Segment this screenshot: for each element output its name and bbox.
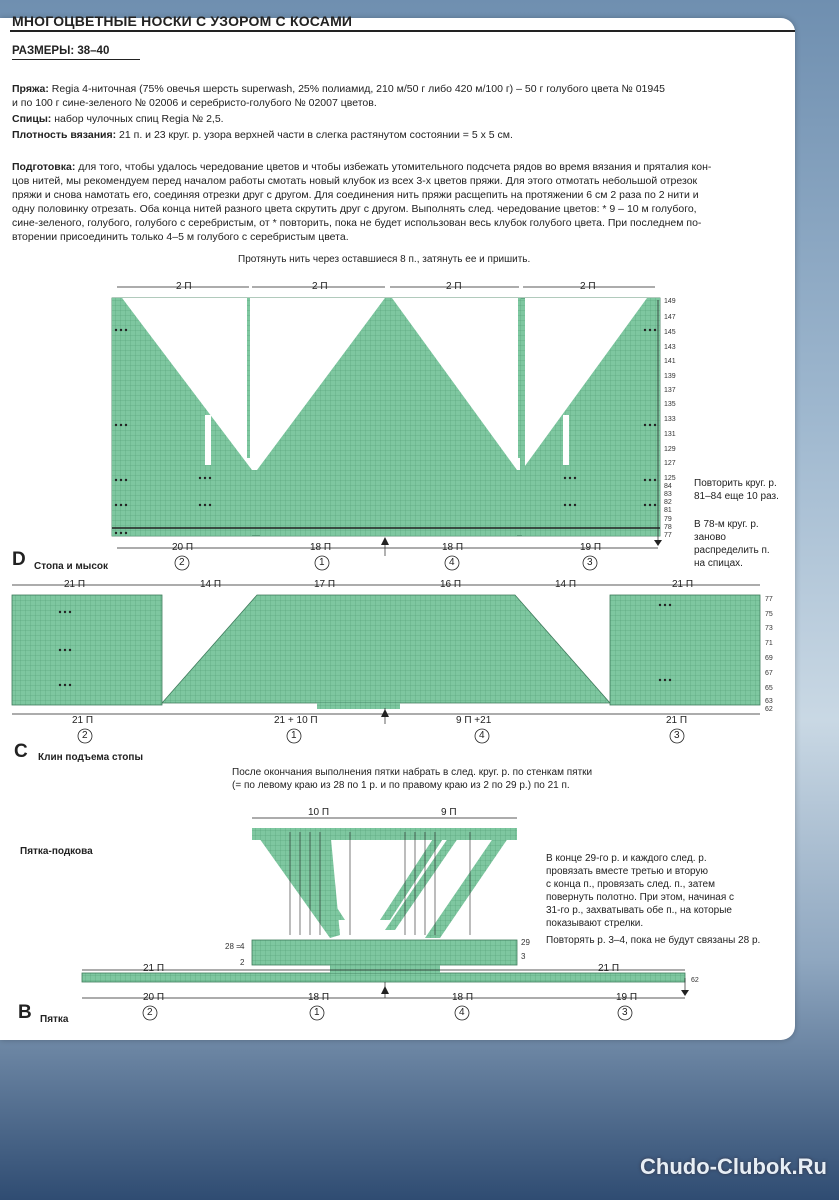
chart-c-row-67: 67 [765, 670, 773, 677]
chart-d-row-79: 79 [664, 516, 672, 523]
chart-c-row-69: 69 [765, 655, 773, 662]
chart-c-bottom-label-1: 21 + 10 П [274, 715, 318, 726]
chart-b-row-62: 62 [691, 977, 699, 984]
chart-d-row-143: 143 [664, 344, 676, 351]
prep-line-2: пряжи и снова намотать его, соединяя отрезки друг с другом. Для соединения нить пряжи расщепить на протяжении 6 см 2 раза по 2 нити и [12, 189, 699, 201]
chart-b-circle-2: 4 [459, 1007, 465, 1018]
chart-d-bottom-label-2: 18 П [442, 542, 464, 553]
chart-b-circle-0: 2 [147, 1007, 153, 1018]
chart-b-side-right-0: 29 [521, 938, 530, 947]
chart-b-intro-1: После окончания выполнения пятки набрать в след. круг. р. по стенкам пятки [232, 767, 593, 778]
chart-b-side-left-2: 2 [240, 958, 245, 967]
chart-b-note-repeat: Повторять р. 3–4, пока не будут связаны 28 р. [546, 935, 761, 946]
chart-d-row-125: 125 [664, 475, 676, 482]
chart-d-bottom-label-0: 20 П [172, 542, 194, 553]
chart-d-note-2: В 78-м круг. р. заново распределить п. на спицах. [694, 519, 770, 569]
chart-d-bottom-label-1: 18 П [310, 542, 332, 553]
watermark: Chudo-Clubok.Ru [640, 1154, 827, 1179]
chart-b-note-0: В конце 29-го р. и каждого след. р. [546, 853, 707, 864]
chart-b-side-right-1: 3 [521, 952, 526, 961]
chart-d-row-81: 81 [664, 507, 672, 514]
chart-b-note-5: показывают стрелки. [546, 918, 644, 929]
chart-d-row-82: 82 [664, 499, 672, 506]
chart-b-intro-2: (= по левому краю из 28 по 1 р. и по правому краю из 2 по 29 р.) по 21 п. [232, 780, 570, 791]
chart-c-label: Клин подъема стопы [38, 752, 143, 763]
chart-b-side-left-1: 4 [240, 942, 245, 951]
chart-c-row-63: 63 [765, 698, 773, 705]
chart-c-row-75: 75 [765, 611, 773, 618]
chart-b-mid-label-1: 21 П [598, 963, 620, 974]
chart-b-label: Пятка [40, 1014, 69, 1025]
chart-d-row-131: 131 [664, 431, 676, 438]
chart-d-label: Стопа и мысок [34, 561, 109, 572]
prep-line-4: сине-зеленого, голубого, голубого с серебристым, от * повторить, пока не будет использован весь клубок голубого цвета. При последнем по- [12, 217, 702, 229]
chart-b-circle-1: 1 [314, 1007, 320, 1018]
chart-c-circle-0: 2 [82, 730, 88, 741]
chart-b-mid-label-0: 21 П [143, 963, 165, 974]
chart-c-bottom-label-2: 9 П +21 [456, 715, 492, 726]
prep-line-3: одну половинку отрезать. Оба конца нитей разного цвета скрутить друг с другом. Выполнять след. чередование цветов: * 9 – 10 м голубого, [12, 203, 697, 215]
chart-d-note-1: Повторить круг. р. 81–84 еще 10 раз. [694, 478, 779, 502]
chart-d-top-label-1: 2 П [312, 281, 328, 292]
chart-d-row-83: 83 [664, 491, 672, 498]
chart-c-top-label-1: 14 П [200, 579, 222, 590]
chart-b-side-left-0: 28 = [225, 942, 241, 951]
yarn-text: Regia 4-ниточная (75% овечья шерсть superwash, 25% полиамид, 210 м/50 г либо 420 м/100 г) – 50 г голубого цвета № 01945 [48, 83, 665, 95]
chart-d-row-139: 139 [664, 373, 676, 380]
chart-d-letter: D [12, 549, 26, 570]
chart-c-letter: C [14, 741, 28, 762]
yarn-text-line2: и по 100 г сине-зеленого № 02006 и серебристо-голубого № 02007 цветов. [12, 97, 377, 109]
chart-d-circle-3: 3 [587, 557, 593, 568]
chart-d-row-127: 127 [664, 460, 676, 467]
prep-line-1: цов нитей, мы рекомендуем перед началом работы смотать новый клубок из всех 3-х цветов пряжи. Для этого отмотать небольшой отрезок [12, 175, 698, 187]
chart-c-bottom-label-3: 21 П [666, 715, 688, 726]
chart-c-top-label-3: 16 П [440, 579, 462, 590]
prep-label: Подготовка: [12, 161, 76, 173]
chart-b-letter: B [18, 1002, 32, 1023]
chart-c-body [12, 585, 760, 724]
chart-c-row-73: 73 [765, 625, 773, 632]
chart-d-top-label-3: 2 П [580, 281, 596, 292]
chart-c-top-label-2: 17 П [314, 579, 336, 590]
gauge-label: Плотность вязания: [12, 129, 117, 141]
chart-d-row-137: 137 [664, 387, 676, 394]
chart-c-row-65: 65 [765, 685, 773, 692]
sizes-heading: РАЗМЕРЫ: 38–40 [12, 45, 110, 57]
chart-d-row-133: 133 [664, 416, 676, 423]
chart-b-bottom-label-2: 18 П [452, 992, 474, 1003]
yarn-label: Пряжа: [12, 83, 49, 95]
chart-b-circle-3: 3 [622, 1007, 628, 1018]
chart-d-body [112, 287, 662, 556]
chart-c-top-label-4: 14 П [555, 579, 577, 590]
chart-b-note-4: 31-го р., захватывать обе п., на которые [546, 905, 732, 916]
chart-d-row-135: 135 [664, 401, 676, 408]
chart-c-top-label-0: 21 П [64, 579, 86, 590]
chart-c-bottom-label-0: 21 П [72, 715, 94, 726]
chart-b-bottom-label-3: 19 П [616, 992, 638, 1003]
chart-b-bottom-label-0: 20 П [143, 992, 165, 1003]
chart-b-note-3: повернуть полотно. При этом, начиная с [546, 892, 735, 903]
chart-b-note-2: с конца п., провязать след. п., затем [546, 879, 715, 890]
chart-d-top-label-0: 2 П [176, 281, 192, 292]
chart-d-row-77: 77 [664, 532, 672, 539]
chart-d-bottom-label-3: 19 П [580, 542, 602, 553]
chart-b-top-label-0: 10 П [308, 807, 330, 818]
chart-c-row-77: 77 [765, 596, 773, 603]
chart-d-row-78: 78 [664, 524, 672, 531]
chart-c-circle-3: 3 [674, 730, 680, 741]
needles-label: Спицы: [12, 113, 52, 125]
chart-d-row-84: 84 [664, 483, 672, 490]
chart-d-row-145: 145 [664, 329, 676, 336]
chart-d-top-label-2: 2 П [446, 281, 462, 292]
chart-c-row-62: 62 [765, 706, 773, 713]
gauge-text: 21 п. и 23 круг. р. узора верхней части в слегка растянутом состоянии = 5 х 5 см. [116, 129, 513, 141]
chart-c-circle-2: 4 [479, 730, 485, 741]
chart-d-circle-1: 1 [319, 557, 325, 568]
chart-c-circle-1: 1 [291, 730, 297, 741]
page-title: МНОГОЦВЕТНЫЕ НОСКИ С УЗОРОМ С КОСАМИ [12, 13, 353, 29]
chart-b-bottom-label-1: 18 П [308, 992, 330, 1003]
chart-b-top-label-1: 9 П [441, 807, 457, 818]
heel-label: Пятка-подкова [20, 846, 93, 857]
chart-c-top-label-5: 21 П [672, 579, 694, 590]
needles-text: набор чулочных спиц Regia № 2,5. [51, 113, 224, 125]
chart-c-row-71: 71 [765, 640, 773, 647]
chart-b-note-1: провязать вместе третью и вторую [546, 866, 708, 877]
prep-line-5: вторении присоединить только 4–5 м голубого с серебристым цвета. [12, 231, 349, 243]
chart-d-row-149: 149 [664, 298, 676, 305]
chart-d-row-129: 129 [664, 446, 676, 453]
chart-d-top-note: Протянуть нить через оставшиеся 8 п., затянуть ее и пришить. [238, 254, 531, 265]
chart-d-circle-2: 4 [449, 557, 455, 568]
chart-d-circle-0: 2 [179, 557, 185, 568]
prep-text-0: для того, чтобы удалось чередование цветов и чтобы избежать утомительного подсчета рядов во время вязания и пряталия кон- [75, 161, 712, 173]
chart-d-row-141: 141 [664, 358, 676, 365]
chart-d-row-147: 147 [664, 314, 676, 321]
